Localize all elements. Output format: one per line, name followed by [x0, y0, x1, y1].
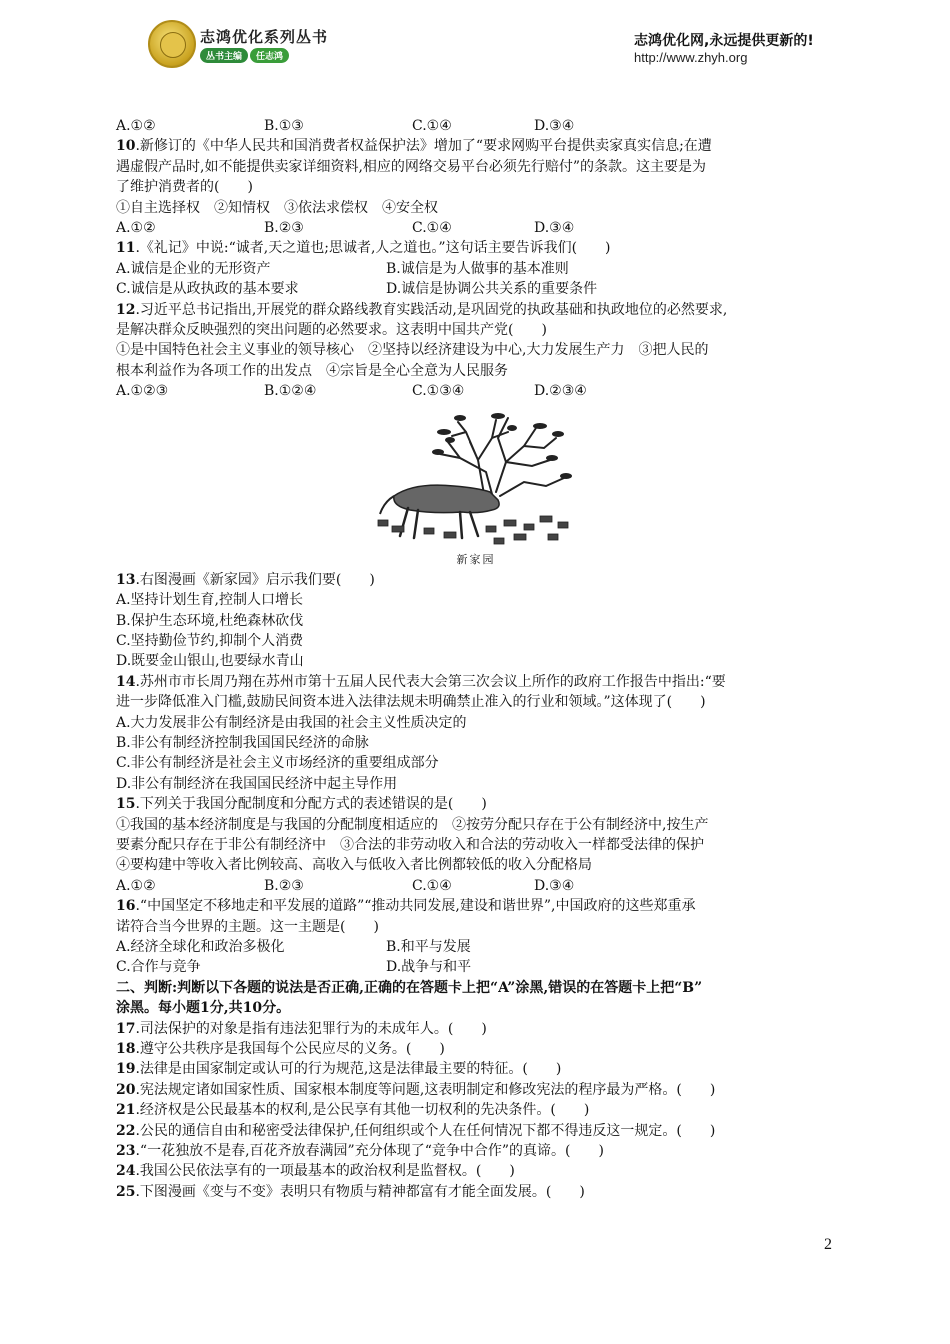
text-line: 遇虚假产品时,如不能提供卖家详细资料,相应的网络交易平台必须先行赔付”的条款。这主要是为 [116, 158, 707, 175]
question-number: 20 [116, 1081, 136, 1098]
text-line: 进一步降低准入门槛,鼓励民间资本进入法律法规未明确禁止准入的行业和领域。”这体现了( ) [116, 694, 706, 711]
answer-options [116, 957, 836, 977]
question-stem [116, 1019, 836, 1039]
brand-editor [200, 48, 289, 63]
answer-option: B.②③ [264, 877, 304, 894]
text-line: ①是中国特色社会主义事业的领导核心 ②坚持以经济建设为中心,大力发展生产力 ③把人民的 [116, 342, 709, 359]
answer-option: D.③④ [534, 220, 575, 237]
question-number: 15 [116, 796, 136, 813]
question-stem [116, 672, 836, 692]
answer-option: C.①④ [412, 220, 452, 237]
question-stem [116, 300, 836, 320]
question-text: .下图漫画《变与不变》表明只有物质与精神都富有才能全面发展。( ) [135, 1183, 585, 1200]
deer-tree-cartoon [374, 402, 574, 548]
text-line: D.既要金山银山,也要绿水青山 [116, 653, 304, 670]
question-number: 19 [116, 1061, 136, 1078]
question-text: .《礼记》中说:“诚者,天之道也;思诚者,人之道也。”这句话主要告诉我们( ) [135, 240, 611, 257]
answer-option: A.①② [116, 118, 156, 134]
question-number: 13 [116, 571, 136, 588]
question-number: 21 [116, 1102, 136, 1119]
logo-emblem-icon [160, 32, 186, 58]
question-stem [116, 1039, 836, 1059]
editor-name: 任志鸿 [250, 48, 289, 63]
exam-content [116, 116, 836, 1202]
text-line: D.非公有制经济在我国国民经济中起主导作用 [116, 775, 398, 792]
answer-option: D.②③④ [534, 383, 587, 400]
question-stem [116, 1182, 836, 1202]
text-line: ①自主选择权 ②知情权 ③依法求偿权 ④安全权 [116, 199, 438, 216]
text-line: ①我国的基本经济制度是与我国的分配制度相适应的 ②按劳分配只存在于公有制经济中,按生产 [116, 816, 709, 833]
question-number: 16 [116, 898, 136, 915]
text-line: A.坚持计划生育,控制人口增长 [116, 592, 304, 609]
answer-option: D.诚信是协调公共关系的重要条件 [386, 281, 598, 298]
question-number: 23 [116, 1143, 136, 1160]
text-line: C.坚持勤俭节约,抑制个人消费 [116, 632, 304, 649]
question-text: .公民的通信自由和秘密受法律保护,任何组织或个人在任何情况下都不得违反这一规定。( ) [135, 1122, 716, 1139]
answer-options [116, 218, 836, 238]
publisher-logo [148, 20, 196, 68]
answer-option: B.诚信是为人做事的基本准则 [386, 260, 569, 277]
answer-option: B.①②④ [264, 383, 317, 400]
question-stem [116, 570, 836, 590]
text-line: C.非公有制经济是社会主义市场经济的重要组成部分 [116, 755, 439, 772]
answer-option: D.③④ [534, 877, 575, 894]
answer-option: A.①② [116, 220, 156, 237]
answer-option: C.①④ [412, 877, 452, 894]
question-text: .我国公民依法享有的一项最基本的政治权利是监督权。( ) [135, 1163, 515, 1180]
question-text: .经济权是公民最基本的权利,是公民享有其他一切权利的先决条件。( ) [135, 1102, 590, 1119]
answer-option: B.和平与发展 [386, 939, 471, 955]
question-number: 25 [116, 1183, 136, 1200]
cartoon-figure [116, 402, 836, 570]
page-header [0, 0, 950, 80]
answer-option: A.①②③ [116, 383, 169, 400]
answer-option: B.①③ [264, 118, 304, 134]
answer-option: C.①④ [412, 118, 452, 134]
question-stem [116, 1100, 836, 1120]
question-text: .“中国坚定不移地走和平发展的道路”“推动共同发展,建设和谐世界”,中国政府的这些郑重承 [135, 898, 696, 915]
question-number: 12 [116, 301, 136, 318]
question-text: .右图漫画《新家园》启示我们要( ) [135, 571, 375, 588]
answer-options [116, 876, 836, 896]
question-number: 10 [116, 138, 136, 155]
answer-option: C.合作与竞争 [116, 959, 201, 976]
question-stem [116, 1161, 836, 1181]
question-stem [116, 1121, 836, 1141]
question-stem [116, 1080, 836, 1100]
question-stem [116, 1059, 836, 1079]
answer-option: A.诚信是企业的无形资产 [116, 260, 271, 277]
text-line: B.保护生态环境,杜绝森林砍伐 [116, 612, 304, 629]
section-heading: 涂黑。每小题1分,共10分。 [116, 1000, 291, 1017]
question-stem [116, 794, 836, 814]
question-text: .法律是由国家制定或认可的行为规范,这是法律最主要的特征。( ) [135, 1061, 562, 1078]
answer-options [116, 937, 836, 957]
question-text: .习近平总书记指出,开展党的群众路线教育实践活动,是巩固党的执政基础和执政地位的必然要求, [135, 301, 728, 318]
question-text: .司法保护的对象是指有违法犯罪行为的未成年人。( ) [135, 1020, 487, 1037]
text-line: 根本利益作为各项工作的出发点 ④宗旨是全心全意为人民服务 [116, 362, 508, 379]
text-line: 要素分配只存在于非公有制经济中 ③合法的非劳动收入和合法的劳动收入一样都受法律的保护 [116, 836, 704, 853]
answer-option: A.①② [116, 877, 156, 894]
figure-caption: 新家园 [456, 552, 496, 566]
site-url[interactable]: http://www.zhyh.org [634, 50, 748, 65]
text-line: 诺符合当今世界的主题。这一主题是( ) [116, 918, 379, 935]
answer-options [116, 116, 836, 136]
site-slogan: 志鸿优化网,永远提供更新的! [634, 33, 814, 49]
answer-options [116, 381, 836, 401]
text-line: B.非公有制经济控制我国国民经济的命脉 [116, 734, 369, 751]
answer-options [116, 279, 836, 299]
question-number: 17 [116, 1020, 136, 1037]
section-heading: 二、判断:判断以下各题的说法是否正确,正确的在答题卡上把“A”涂黑,错误的在答题卡上把“B” [116, 979, 703, 996]
answer-option: C.诚信是从政执政的基本要求 [116, 281, 299, 298]
text-line: ④要构建中等收入者比例较高、高收入与低收入者比例都较低的收入分配格局 [116, 857, 592, 874]
question-stem [116, 136, 836, 156]
editor-label: 丛书主编 [200, 48, 248, 63]
answer-option: B.②③ [264, 220, 304, 237]
question-number: 22 [116, 1122, 136, 1139]
question-text: .“一花独放不是春,百花齐放春满园”充分体现了“竞争中合作”的真谛。( ) [135, 1143, 604, 1160]
question-stem [116, 238, 836, 258]
answer-option: D.战争与和平 [386, 959, 472, 976]
question-number: 18 [116, 1041, 136, 1058]
question-text: .苏州市市长周乃翔在苏州市第十五届人民代表大会第三次会议上所作的政府工作报告中指出:“要 [135, 673, 726, 690]
question-text: .下列关于我国分配制度和分配方式的表述错误的是( ) [135, 796, 487, 813]
answer-option: A.经济全球化和政治多极化 [116, 939, 285, 955]
question-stem [116, 1141, 836, 1161]
answer-option: D.③④ [534, 118, 575, 134]
question-stem [116, 896, 836, 916]
question-number: 11 [116, 240, 136, 257]
question-number: 14 [116, 673, 136, 690]
question-number: 24 [116, 1163, 136, 1180]
question-text: .新修订的《中华人民共和国消费者权益保护法》增加了“要求网购平台提供卖家真实信息;在遭 [135, 138, 712, 155]
answer-option: C.①③④ [412, 383, 465, 400]
question-text: .遵守公共秩序是我国每个公民应尽的义务。( ) [135, 1041, 445, 1058]
brand-title: 志鸿优化系列丛书 [200, 28, 329, 46]
question-text: .宪法规定诸如国家性质、国家根本制度等问题,这表明制定和修改宪法的程序最为严格。( ) [135, 1081, 716, 1098]
text-line: 是解决群众反映强烈的突出问题的必然要求。这表明中国共产党( ) [116, 322, 547, 339]
text-line: A.大力发展非公有制经济是由我国的社会主义性质决定的 [116, 714, 467, 731]
text-line: 了维护消费者的( ) [116, 179, 253, 196]
page-number: 2 [824, 1236, 832, 1253]
answer-options [116, 259, 836, 279]
